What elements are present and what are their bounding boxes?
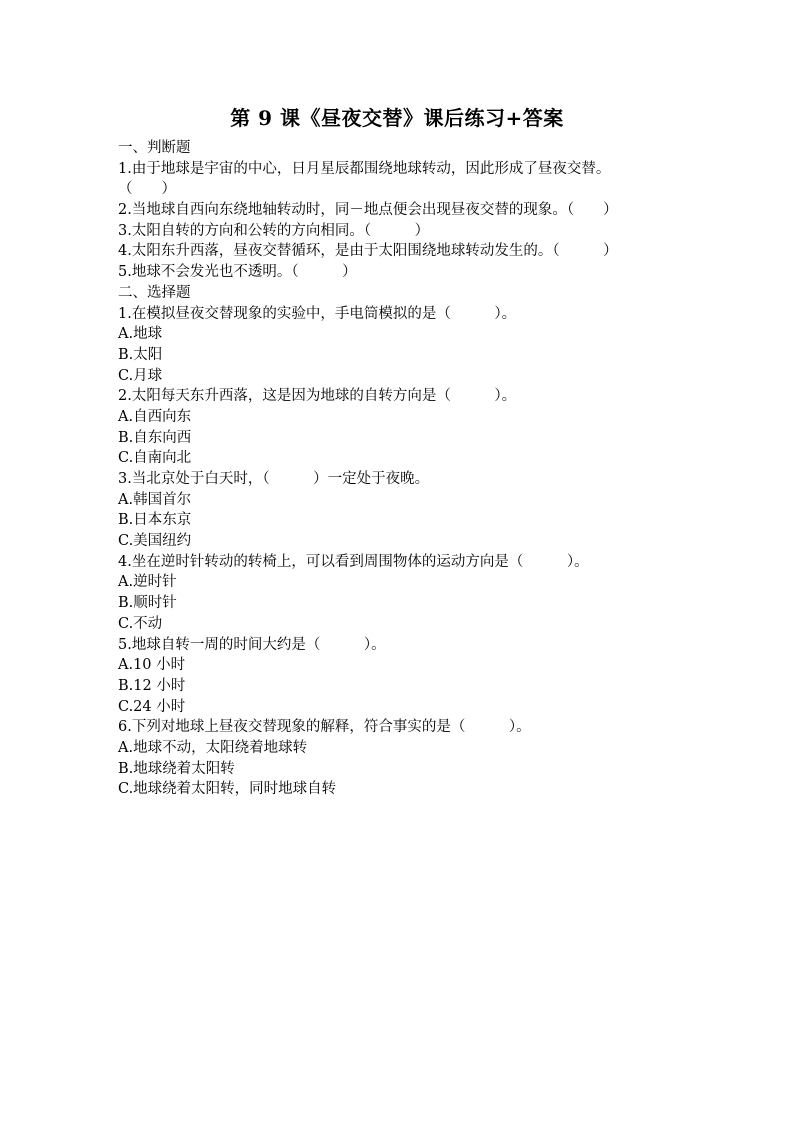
question-text: 4.坐在逆时针转动的转椅上，可以看到周围物体的运动方向是（ ）。: [118, 553, 589, 570]
option-c: C.不动: [118, 615, 163, 632]
option-a: A.地球不动，太阳绕着地球转: [118, 739, 308, 756]
option-c: C.月球: [118, 367, 163, 384]
question-text: 5.地球自转一周的时间大约是（ ）。: [118, 636, 386, 653]
question-text: 2.太阳每天东升西落，这是因为地球的自转方向是（ ）。: [118, 388, 517, 405]
question-text: 1.在模拟昼夜交替现象的实验中，手电筒模拟的是（ ）。: [118, 305, 517, 322]
mc-question-6: [118, 717, 678, 800]
option-c: C.自南向北: [118, 450, 192, 467]
mc-question-1: [118, 304, 678, 387]
tf-item-1: 1.由于地球是宇宙的中心，日月星辰都围绕地球转动，因此形成了昼夜交替。: [118, 160, 611, 177]
tf-item-5: 5.地球不会发光也不透明。（ ）: [118, 264, 357, 281]
question-text: 3.当北京处于白天时，（ ）一定处于夜晚。: [118, 471, 430, 487]
option-c: C.地球绕着太阳转，同时地球自转: [118, 781, 337, 798]
section-heading: 一、判断题: [118, 140, 191, 156]
mc-question-3: [118, 469, 678, 552]
section-multiple-choice: [118, 283, 678, 800]
tf-item-3: 3.太阳自转的方向和公转的方向相同。（ ）: [118, 222, 430, 239]
section-true-false: [118, 138, 678, 283]
mc-question-5: [118, 635, 678, 718]
mc-question-2: [118, 386, 678, 469]
tf-item-2: 2.当地球自西向东绕地轴转动时，同－地点便会出现昼夜交替的现象。（ ）: [118, 202, 618, 219]
option-c: C.美国纽约: [118, 533, 192, 550]
mc-question-4: [118, 552, 678, 635]
option-a: A.自西向东: [118, 408, 192, 425]
option-a: A.10 小时: [118, 657, 186, 674]
option-a: A.韩国首尔: [118, 491, 192, 508]
option-a: A.地球: [118, 326, 163, 343]
tf-item-4: 4.太阳东升西落，昼夜交替循环，是由于太阳围绕地球转动发生的。（ ）: [118, 243, 618, 260]
section-heading: 二、选择题: [118, 284, 191, 301]
option-b: B.12 小时: [118, 677, 186, 694]
option-b: B.日本东京: [118, 512, 192, 529]
option-b: B.自东向西: [118, 429, 192, 446]
worksheet-content: [118, 138, 678, 800]
page-title: 第 9 课《昼夜交替》课后练习+答案: [230, 106, 564, 130]
tf-item-1-blank: （ ）: [118, 181, 176, 198]
option-c: C.24 小时: [118, 698, 186, 715]
option-a: A.逆时针: [118, 574, 177, 591]
option-b: B.地球绕着太阳转: [118, 760, 235, 777]
question-text: 6.下列对地球上昼夜交替现象的解释，符合事实的是（ ）。: [118, 719, 531, 736]
option-b: B.顺时针: [118, 595, 177, 612]
option-b: B.太阳: [118, 346, 163, 363]
